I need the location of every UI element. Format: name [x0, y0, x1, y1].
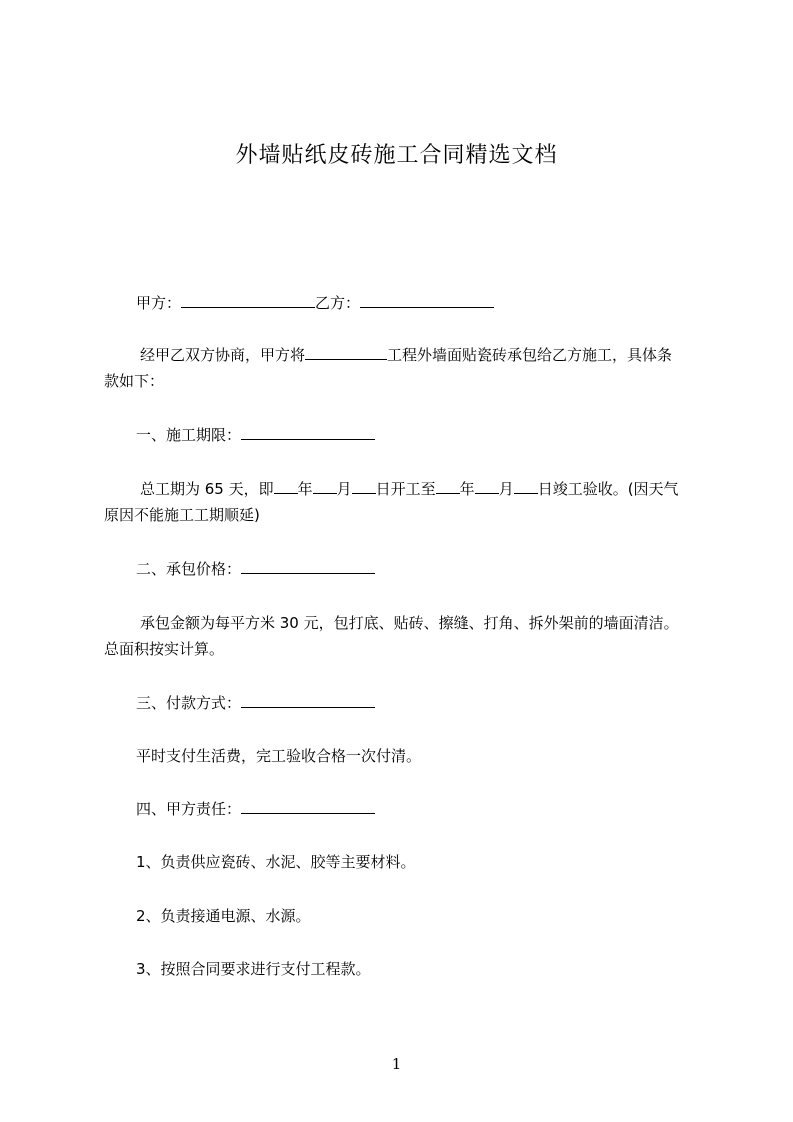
section4-blank: [241, 797, 375, 814]
end-year-blank: [436, 477, 460, 494]
section2-heading-line: [136, 556, 736, 582]
list-item: 2、负责接通电源、水源。: [136, 907, 311, 925]
intro-text-before: 经甲乙双方协商，甲方将: [140, 346, 306, 364]
section1-line-2: 原因不能施工工期顺延): [104, 506, 260, 524]
section2-line-1: 承包金额为每平方米 30 元，包打底、贴砖、擦缝、打角、拆外架前的墙面清洁。: [140, 614, 679, 632]
section1-text-0: 总工期为 65 天，即: [140, 480, 274, 498]
section2-blank: [241, 557, 375, 574]
party-b-label: 乙方：: [315, 294, 361, 312]
section4-heading-line: [136, 796, 736, 822]
section1-text-6: 日竣工验收。(因天气: [537, 480, 679, 498]
page-number: 1: [391, 1055, 402, 1073]
section1-text-5: 月: [498, 480, 514, 498]
start-year-blank: [274, 477, 298, 494]
project-name-blank: [305, 343, 387, 360]
section3-blank: [241, 691, 375, 708]
section1-heading: 一、施工期限：: [136, 426, 242, 444]
start-month-blank: [313, 477, 337, 494]
section3-heading: 三、付款方式：: [136, 694, 242, 712]
section1-text-3: 日开工至: [375, 480, 436, 498]
section1-heading-line: [136, 422, 736, 448]
parties-line: [136, 290, 736, 316]
end-month-blank: [475, 477, 499, 494]
party-b-blank: [360, 291, 494, 308]
section2-heading: 二、承包价格：: [136, 560, 242, 578]
section4-heading: 四、甲方责任：: [136, 800, 242, 818]
section1-text-1: 年: [297, 480, 313, 498]
intro-line-1: [140, 342, 740, 368]
party-a-label: 甲方：: [136, 294, 182, 312]
section1-text-4: 年: [459, 480, 475, 498]
end-day-blank: [514, 477, 538, 494]
section1-blank: [241, 423, 375, 440]
intro-line-2: 款如下：: [104, 372, 165, 390]
list-item: 1、负责供应瓷砖、水泥、胶等主要材料。: [136, 853, 416, 871]
section3-heading-line: [136, 690, 736, 716]
section2-line-2: 总面积按实计算。: [104, 640, 225, 658]
section1-line-1: [140, 476, 740, 502]
start-day-blank: [352, 477, 376, 494]
intro-text-after: 工程外墙面贴瓷砖承包给乙方施工，具体条: [387, 346, 673, 364]
party-a-blank: [181, 291, 315, 308]
document-title: 外墙贴纸皮砖施工合同精选文档: [235, 143, 558, 168]
section3-line-1: 平时支付生活费，完工验收合格一次付清。: [136, 747, 422, 765]
section1-text-2: 月: [336, 480, 352, 498]
list-item: 3、按照合同要求进行支付工程款。: [136, 960, 371, 978]
